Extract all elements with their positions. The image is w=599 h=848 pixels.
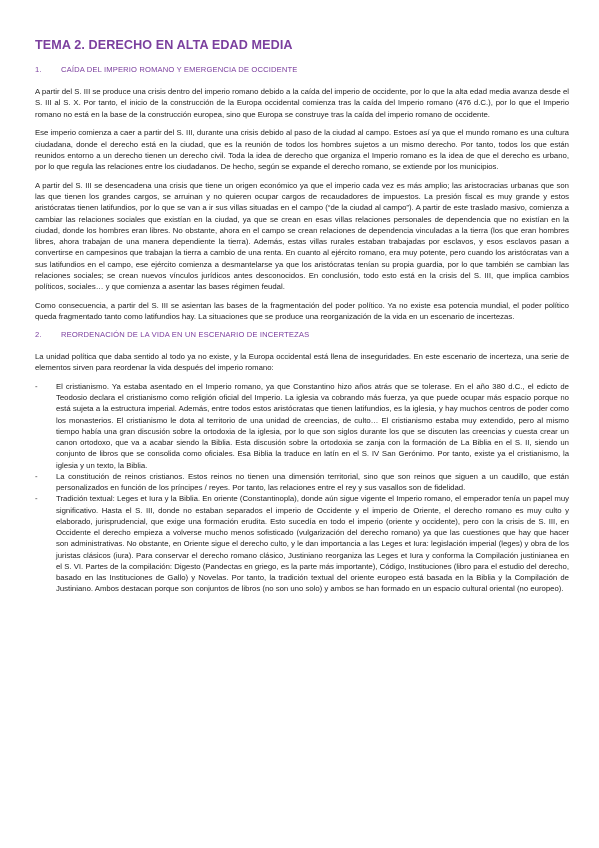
section-2 [35, 330, 569, 595]
bullet-dash: - [35, 381, 38, 391]
list-item-text: El cristianismo. Ya estaba asentado en el Imperio romano, ya que Constantino hizo años atrás que se tolerase. En el año 380 d.C., el edicto de Teodosio declara el cristianismo como religión oficial del Imperio. La iglesia va cobrando más fuerza, ya que puede ocupar más espacio porque no está sujeta a la estructura imperial. Además, entre todos estos aristócratas que tienen latifundios, es la iglesia, y hay muchos centros de poder como los monasterios. El cristianismo le dota al territorio de una unidad de creencias, de culto… El cristianismo estaba muy extendido, pero al mismo tiempo había una gran discusión sobre la ortodoxia de la iglesia, por lo que son siglos durante los que se discuten las creencias y cuesta crear un canon ortodoxo, que va a acabar siendo la Biblia. Esta discusión sobre la ortodoxia se zanja con la formación de La Biblia en el S. II, siendo un conjunto de libros que se consolida como oficiales. Esa Biblia la traduce en latín en el S. IV San Gerónimo. Por tanto, existe ya el cristianismo, la iglesia y un texto, la Biblia. [56, 381, 569, 470]
bullet-dash: - [35, 494, 38, 504]
section-1 [35, 65, 569, 322]
list-item-text: La constitución de reinos cristianos. Estos reinos no tienen una dimensión territorial, sino que son reinos que siguen a un caudillo, que están personalizados en función de los príncipes / reyes. Por tanto, las relaciones entre el rey y sus vasallos son de fidelidad. [56, 471, 569, 492]
section-heading [35, 330, 569, 339]
section-number: 2. [35, 329, 42, 339]
section-heading-text: CAÍDA DEL IMPERIO ROMANO Y EMERGENCIA DE OCCIDENTE [61, 65, 298, 74]
section-number: 1. [35, 65, 42, 74]
section-heading-text: REORDENACIÓN DE LA VIDA EN UN ESCENARIO DE INCERTEZAS [61, 329, 310, 339]
bullet-dash: - [35, 471, 38, 481]
paragraph: La unidad política que daba sentido al todo ya no existe, y la Europa occidental está llena de inseguridades. En este escenario de incerteza, una serie de elementos sirven para reordenar la vida después del imperio romano: [35, 351, 569, 372]
list-item-text: Tradición textual: Leges et Iura y la Biblia. En oriente (Constantinopla), donde aún sigue vigente el Imperio romano, el emperador tenía un papel muy significativo. Hasta el S. III, donde no estaban separados el imperio de Occidente y el imperio de Oriente, el derecho romano es muy culto y elaborado, jurisprudencial, que exige una formación erudita. Esto sucedía en todo el imperio (oriente y occidente), pero con la crisis de S. III, en Occidente el derecho empieza a volverse mucho menos sofisticado (vulgarización del derecho romano) ya que las cuestiones que hay que hacer son administrativas. No obstante, en Oriente sigue el derecho culto, y le dan importancia a las Leges et Iura: legislación imperial (leges) y obra de los juristas clásicos (iura). Para conservar el derecho romano clásico, Justiniano reorganiza las Leges et Iura y conforma la Compilación justinianea en el S. VI. Partes de la compilación: Digesto (Pandectas en griego, es la parte más importante), Código, Instituciones (libro para el estudio del derecho, basado en las Instituciones de Gallo) y Novelas. Por tanto, la tradición textual del oriente europeo está basada en la Biblia y la Compilación de Justiniano. Ambos destacan porque son conjuntos de libros (no son uno solo) y ambos se han formado en un espacio cultural oriental (no europeo). [56, 494, 569, 594]
paragraph: Como consecuencia, a partir del S. III se asientan las bases de la fragmentación del poder político. Ya no existe esa potencia mundial, el poder político queda fragmentado tanto como latifundios hay. La situaciones que se produce una reorganización de la vida en un escenario de incertezas. [35, 300, 569, 321]
list-item [35, 471, 569, 494]
document-title: TEMA 2. DERECHO EN ALTA EDAD MEDIA [35, 38, 293, 52]
paragraph: A partir del S. III se desencadena una crisis que tiene un origen económico ya que el imperio cada vez es más amplio; las aristocracias urbanas que son las que tienen los grandes cargos, se arruinan y no quieren ocupar cargos de recaudadores de impuestos. La presión fiscal es muy grande y estos aristócratas tienen latifundios, por lo que se van a ir sus villas situadas en el campo (“de la ciudad al campo”). A partir de este traslado masivo, comienza a cambiar las relaciones sociales que existían en la ciudad, ya que se crean en esas villas relaciones personales de dependencia que no existían en la ciudad, donde los hombres eran libres. No obstante, ahora en el campo se crean relaciones de dependencia vinculadas a la tierra (los que eran hombres libres, ahora trabajan de una manera dependiente la tierra). Además, estas villas rurales estaban trabajadas por esclavos, y esos esclavos pasan a convertirse en campesinos que trabajan la tierra a cambio de una renta. En cuanto al ejército romano, era muy potente, pero cuando los aristócratas van a sus latifundios en el campo, ese ejército comienza a desmantelarse ya que los aristócratas tenían su propia guardia, por lo que también se cambian las relaciones sociales; se crean nuevos vínculos jurídicos antes desconocidos. En conclusión, todo esto está en la crisis del S. III, que implica cambios políticos, sociales… y que comienza a asentar las bases régimen feudal. [35, 180, 569, 291]
paragraph: Ese imperio comienza a caer a partir del S. III, durante una crisis debido al paso de la ciudad al campo. Estoes así ya que el mundo romano es una cultura ciudadana, donde el derecho está en la ciudad, que es la reunión de todos los hombres sujetos a un mismo derecho. Por tanto, todos los que están reunidos entorno a un derecho tienen un derecho civil. Toda la idea de derecho que organiza el Imperio romano es la idea de que el derecho es urbano, por lo que regula las relaciones entre los ciudadanos. De hecho, según se expande el derecho romano, se extiende por los municipios. [35, 128, 569, 171]
bullet-list [35, 381, 569, 595]
list-item [35, 493, 569, 594]
section-heading [35, 65, 569, 74]
list-item [35, 381, 569, 471]
paragraph: A partir del S. III se produce una crisis dentro del imperio romano debido a la caída del imperio de occidente, por lo que la alta edad media avanza desde el S. III al S. X. Por tanto, el inicio de la construcción de la Europa occidental comienza tras la caída del Imperio romano (476 d.C.), por lo que el Imperio romano no está en la base de la construcción europea, sino que Europa se construye tras la caída del imperio romano de occidente. [35, 87, 569, 119]
